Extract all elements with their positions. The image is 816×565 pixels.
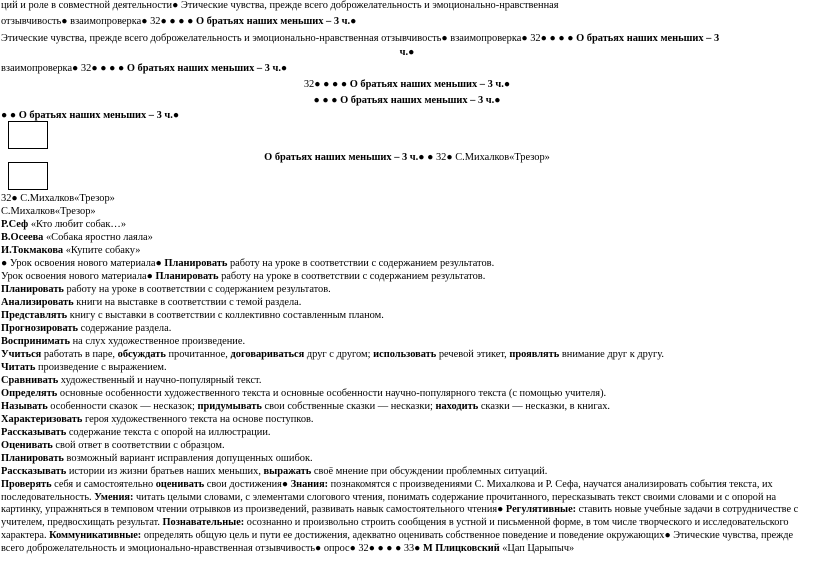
text-line: И.Токмакова «Купите собаку»	[1, 245, 141, 256]
text-line: Учиться работать в паре, обсуждать прочитанное, договариваться друг с другом; использовать речевой этикет, проявлять внимание друг к другу.	[1, 349, 664, 360]
text-line: Называть особенности сказок — несказок; придумывать свои собственные сказки — несказки; находить сказки — несказки, в книгах.	[1, 401, 611, 412]
text-line: Р.Сеф «Кто любит собак…»	[1, 219, 127, 230]
text-line: Оценивать свой ответ в соответствии с образцом.	[1, 440, 225, 451]
text-line: Представлять книгу с выставки в соответствии с коллективно составленным планом.	[1, 310, 384, 321]
empty-box	[8, 121, 48, 149]
text-line: Планировать работу на уроке в соответствии с содержанием результатов.	[1, 284, 331, 295]
competencies-paragraph: Проверять себя и самостоятельно оценивать свои достижения● Знания: познакомятся с произведениями С. Михалкова и Р. Сефа, научатся анализировать события текста, их последовательность. Умения: читать целыми словами, с элементами слогового чтения, понимать содержание прочитанного, пересказывать текст своими словами и с опорой на картинку, упражняться в темповом чтении отрывков из произведений, развивать навык самостоятельного чтения● Регулятивные: ставить новые учебные задачи в сотрудничестве с учителем, предвосхищать результат. Познавательные: осознанно и произвольно строить сообщения в устной и письменной форме, в том числе творческого и исследовательского характера. Коммуникативные: определять общую цель и пути ее достижения, адекватно оценивать собственное поведение и поведение окружающих● Этические чувства, прежде всего доброжелательность и эмоционально-нравственная отзывчивость● опрос● 32● ● ● ● 33● М Плицковский «Цап Царыпыч»	[1, 479, 799, 554]
text-line: Воспринимать на слух художественное произведение.	[1, 336, 246, 347]
text-line: Планировать возможный вариант исправления допущенных ошибок.	[1, 453, 313, 464]
text-line: 32● ● ● ● О братьях наших меньших – 3 ч.●	[303, 79, 511, 90]
text-line: 32● С.Михалков«Трезор»	[1, 193, 115, 204]
text-line: ● Урок освоения нового материала● Планировать работу на уроке в соответствии с содержанием результатов.	[1, 258, 495, 269]
text-line: Анализировать книги на выставке в соответствии с темой раздела.	[1, 297, 302, 308]
text-line: отзывчивость● взаимопроверка● 32● ● ● ● О братьях наших меньших – 3 ч.●	[1, 16, 357, 27]
text-line: ● ● ● О братьях наших меньших – 3 ч.●	[313, 95, 501, 106]
text-line: ● ● О братьях наших меньших – 3 ч.●	[1, 110, 180, 121]
empty-box	[8, 162, 48, 190]
text-line: взаимопроверка● 32● ● ● ● О братьях наших меньших – 3 ч.●	[1, 63, 288, 74]
text-line: О братьях наших меньших – 3 ч.● ● 32● С.Михалков«Трезор»	[264, 152, 550, 163]
text-line: Рассказывать содержание текста с опорой на иллюстрации.	[1, 427, 271, 438]
text-line: ций и роле в совместной деятельности● Этические чувства, прежде всего доброжелательность и эмоционально-нравственная	[1, 0, 559, 11]
text-line: Сравнивать художественный и научно-популярный текст.	[1, 375, 262, 386]
text-line: Рассказывать истории из жизни братьев наших меньших, выражать своё мнение при обсуждении проблемных ситуаций.	[1, 466, 548, 477]
text-line: Характеризовать героя художественного текста на основе поступков.	[1, 414, 314, 425]
text-line: Читать произведение с выражением.	[1, 362, 167, 373]
text-line: ч.●	[399, 47, 415, 58]
text-line: Прогнозировать содержание раздела.	[1, 323, 172, 334]
text-line: Урок освоения нового материала● Планировать работу на уроке в соответствии с содержанием результатов.	[1, 271, 486, 282]
text-line: В.Осеева «Собака яростно лаяла»	[1, 232, 153, 243]
text-line: Этические чувства, прежде всего доброжелательность и эмоционально-нравственная отзывчивость● взаимопроверка● 32● ● ● ● О братьях наших меньших – 3	[1, 33, 720, 44]
text-line: С.Михалков«Трезор»	[1, 206, 96, 217]
text-line: Определять основные особенности художественного текста и основные особенности научно-популярного текста (с помощью учителя).	[1, 388, 607, 399]
